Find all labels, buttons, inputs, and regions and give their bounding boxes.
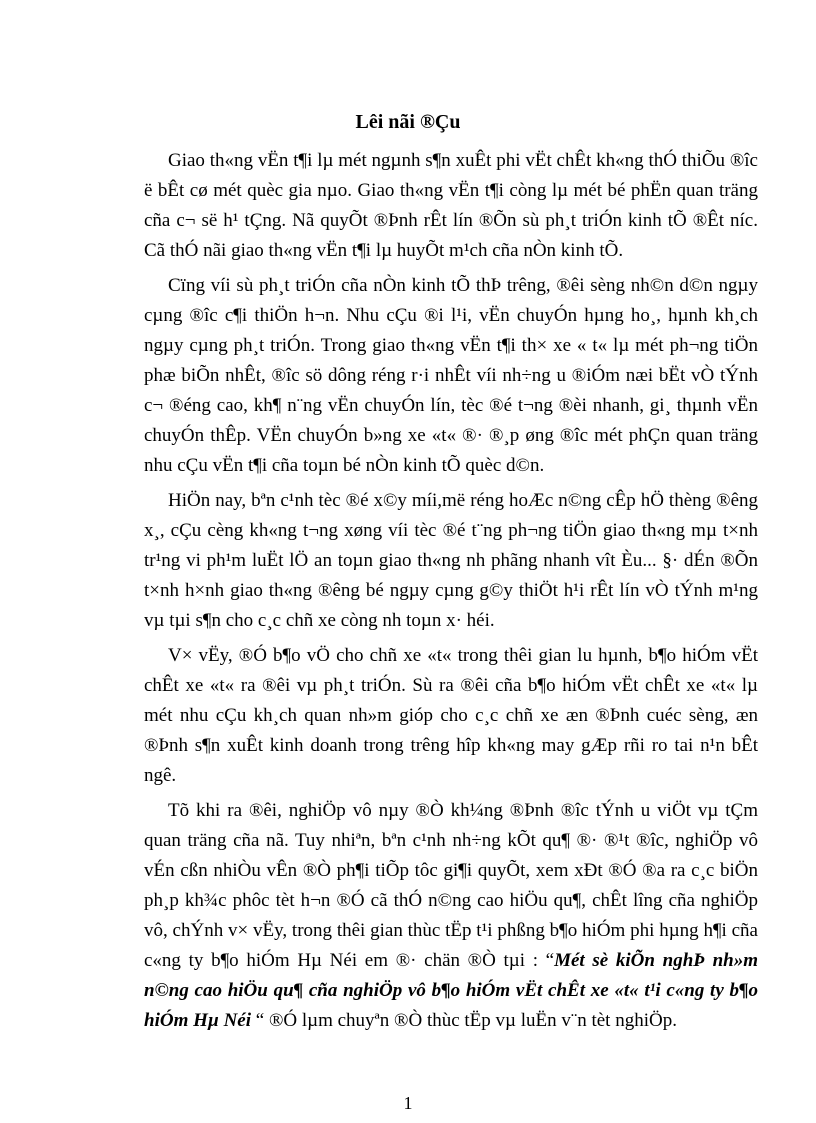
paragraph-2: Cïng víi sù ph¸t triÓn cña nÒn kinh tÕ thÞ trêng, ®êi sèng nh©n d©n ngµy cµng ®îc c¶i thiÖn h¬n. Nhu cÇu ®i l¹i, vËn chuyÓn hµng ho¸, hµnh kh¸ch ngµy cµng ph¸t triÓn. Trong giao th«ng vËn t¶i th× xe « t« lµ mét ph¬ng tiÖn phæ biÕn nhÊt, ®îc sö dông réng r·i nhÊt víi nh÷ng u ®iÓm næi bËt vÒ tÝnh c¬ ®éng cao, kh¶ n¨ng vËn chuyÓn lín, tèc ®é t¬ng ®èi nhanh, gi¸ thµnh vËn chuyÓn thÊp. VËn chuyÓn b»ng xe «t« ®· ®¸p øng ®îc mét phÇn quan träng nhu cÇu vËn t¶i cña toµn bé nÒn kinh tÕ quèc d©n. xyxy=(144,275,758,476)
paragraph-5-lead: Tõ khi ra ®êi, nghiÖp vô nµy ®Ò kh¼ng ®Þnh ®îc tÝnh u viÖt vµ tÇm quan träng cña nã. Tuy nhiªn, bªn c¹nh nh÷ng kÕt qu¶ ®· ®¹t ®îc, nghiÖp vô vÉn cßn nhiÒu vÊn ®Ò ph¶i tiÕp tôc gi¶i quyÕt, xem xÐt ®Ó ®a ra c¸c biÖn ph¸p kh¾c phôc tèt h¬n ®Ó cã thÓ n©ng cao hiÖu qu¶, chÊt lîng cña nghiÖp vô, chÝnh v× vËy, trong thêi gian thùc tËp t¹i phßng b¶o hiÓm phi hµng h¶i cña c«ng ty b¶o hiÓm Hµ Néi em ®· chän ®Ò tµi : “ xyxy=(144,800,758,971)
thesis-topic-emphasis: Mét sè kiÕn nghÞ nh»m n©ng cao hiÖu qu¶ cña nghiÖp vô b¶o hiÓm vËt chÊt xe «t« t¹i c«ng ty b¶o hiÓm Hµ Néi xyxy=(144,950,758,1031)
paragraph-4: V× vËy, ®Ó b¶o vÖ cho chñ xe «t« trong thêi gian lu hµnh, b¶o hiÓm vËt chÊt xe «t« ra ®êi vµ ph¸t triÓn. Sù ra ®êi cña b¶o hiÓm vËt chÊt xe «t« lµ mét nhu cÇu kh¸ch quan nh»m gióp cho c¸c chñ xe æn ®Þnh cuéc sèng, æn ®Þnh s¶n xuÊt kinh doanh trong trêng hîp kh«ng may gÆp rñi ro tai n¹n bÊt ngê. xyxy=(144,645,758,786)
paragraph-5 xyxy=(144,796,758,1036)
paragraph-1: Giao th«ng vËn t¶i lµ mét ngµnh s¶n xuÊt phi vËt chÊt kh«ng thÓ thiÕu ®îc ë bÊt cø mét quèc gia nµo. Giao th«ng vËn t¶i còng lµ mét bé phËn quan träng cña c¬ së h¹ tÇng. Nã quyÕt ®Þnh rÊt lín ®Õn sù ph¸t triÓn kinh tÕ ®Êt níc. Cã thÓ nãi giao th«ng vËn t¶i lµ huyÕt m¹ch cña nÒn kinh tÕ. xyxy=(144,150,758,261)
paragraph-5-tail: “ ®Ó lµm chuyªn ®Ò thùc tËp vµ luËn v¨n tèt nghiÖp. xyxy=(251,1010,677,1031)
page-title: Lêi nãi ®Çu xyxy=(355,111,461,133)
page-number: 1 xyxy=(403,1093,413,1113)
paragraph-3: HiÖn nay, bªn c¹nh tèc ®é x©y míi,më réng hoÆc n©ng cÊp hÖ thèng ®êng x¸, cÇu cèng kh«ng t¬ng xøng víi tèc ®é t¨ng ph¬ng tiÖn giao th«ng mµ t×nh tr¹ng vi ph¹m luËt lÖ an toµn giao th«ng nh phãng nhanh vît Èu... §· dÉn ®Õn t×nh h×nh giao th«ng ®êng bé ngµy cµng g©y thiÖt h¹i rÊt lín vÒ tÝnh m¹ng vµ tµi s¶n cho c¸c chñ xe còng nh toµn x· héi. xyxy=(144,490,758,631)
body-text xyxy=(144,146,758,1036)
